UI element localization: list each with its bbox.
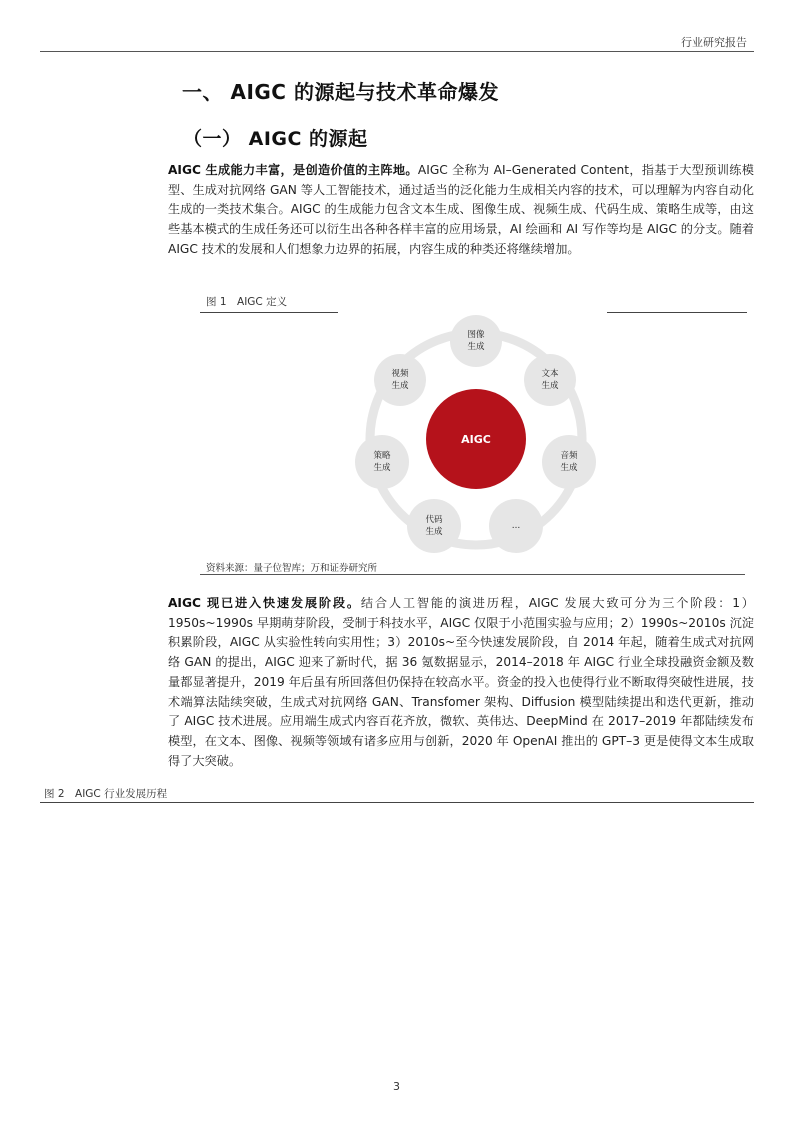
- figure1-top-rule-right: [607, 312, 747, 313]
- node-label-line1: 图像: [467, 330, 485, 340]
- node-label-line1: 音频: [560, 451, 578, 461]
- node-label-line1: 文本: [541, 369, 559, 379]
- paragraph-lead: AIGC 生成能力丰富，是创造价值的主阵地。: [168, 163, 418, 177]
- figure1-source: 资料来源：量子位智库；万和证券研究所: [206, 563, 378, 574]
- node-label-line2: 生成: [425, 527, 443, 537]
- report-type-label: 行业研究报告: [681, 36, 747, 49]
- node-audio-generation: [542, 435, 596, 489]
- center-node-aigc: [426, 389, 526, 489]
- page-number: 3: [393, 1080, 400, 1093]
- subsection-title: （一） AIGC 的源起: [183, 128, 368, 150]
- section-title: 一、 AIGC 的源起与技术革命爆发: [182, 80, 499, 104]
- paragraph-lead: AIGC 现已进入快速发展阶段。: [168, 596, 361, 610]
- node-strategy-generation: [355, 435, 409, 489]
- paragraph-aigc-development: [168, 594, 754, 771]
- paragraph-body: 结合人工智能的演进历程，AIGC 发展大致可分为三个阶段：1）1950s~1990s 早期萌芽阶段，受制于科技水平，AIGC 仅限于小范围实验与应用；2）1990s~2010s 沉淀积累阶段，AIGC 从实验性转向实用性；3）2010s~至今快速发展阶段，自 2014 年起，随着生成式对抗网络 GAN 的提出，AIGC 迎来了新时代，据 36 氪数据显示，2014–2018 年 AIGC 行业全球投融资金额及数量都显著提升，2019 年后虽有所回落但仍保持在较高水平。资金的投入也使得行业不断取得突破性进展，技术端算法陆续突破，生成式对抗网络 GAN、Transfomer 架构、Diffusion 模型陆续提出和迭代更新，推动了 AIGC 技术进展。应用端生成式内容百花齐放，微软、英伟达、DeepMind 在 2017–2019 年都陆续发布模型，在文本、图像、视频等领域有诸多应用与创新，2020 年 OpenAI 推出的 GPT–3 更是使得文本生成取得了大突破。: [168, 596, 754, 768]
- figure1-caption: 图 1 AIGC 定义: [206, 296, 288, 308]
- figure2-rule: [40, 802, 754, 803]
- node-label-line2: 生成: [541, 381, 559, 391]
- node-label-line1: 策略: [373, 451, 391, 461]
- figure2-caption: 图 2 AIGC 行业发展历程: [44, 788, 168, 800]
- figure1-bottom-rule: [200, 574, 745, 575]
- node-label-line1: 视频: [391, 369, 409, 379]
- node-text-generation: [524, 354, 576, 406]
- node-code-generation: [407, 499, 461, 553]
- node-more: [489, 499, 543, 553]
- header-divider: [40, 51, 754, 52]
- node-label-line1: …: [511, 521, 521, 531]
- node-label-line2: 生成: [373, 463, 391, 473]
- node-video-generation: [374, 354, 426, 406]
- node-label-line2: 生成: [560, 463, 578, 473]
- center-node-label: AIGC: [461, 432, 491, 446]
- aigc-definition-diagram: [346, 310, 606, 560]
- node-image-generation: [450, 315, 502, 367]
- node-label-line2: 生成: [467, 342, 485, 352]
- node-label-line2: 生成: [391, 381, 409, 391]
- paragraph-body: AIGC 全称为 AI–Generated Content，指基于大型预训练模型、生成对抗网络 GAN 等人工智能技术，通过适当的泛化能力生成相关内容的技术，可以理解为内容自动化生成的一类技术集合。AIGC 的生成能力包含文本生成、图像生成、视频生成、代码生成、策略生成等，由这些基本模式的生成任务还可以衍生出各种各样丰富的应用场景，AI 绘画和 AI 写作等均是 AIGC 的分支。随着 AIGC 技术的发展和人们想象力边界的拓展，内容生成的种类还将继续增加。: [168, 163, 754, 256]
- paragraph-aigc-definition: [168, 161, 754, 260]
- figure1-top-rule-left: [200, 312, 338, 313]
- node-label-line1: 代码: [425, 515, 443, 525]
